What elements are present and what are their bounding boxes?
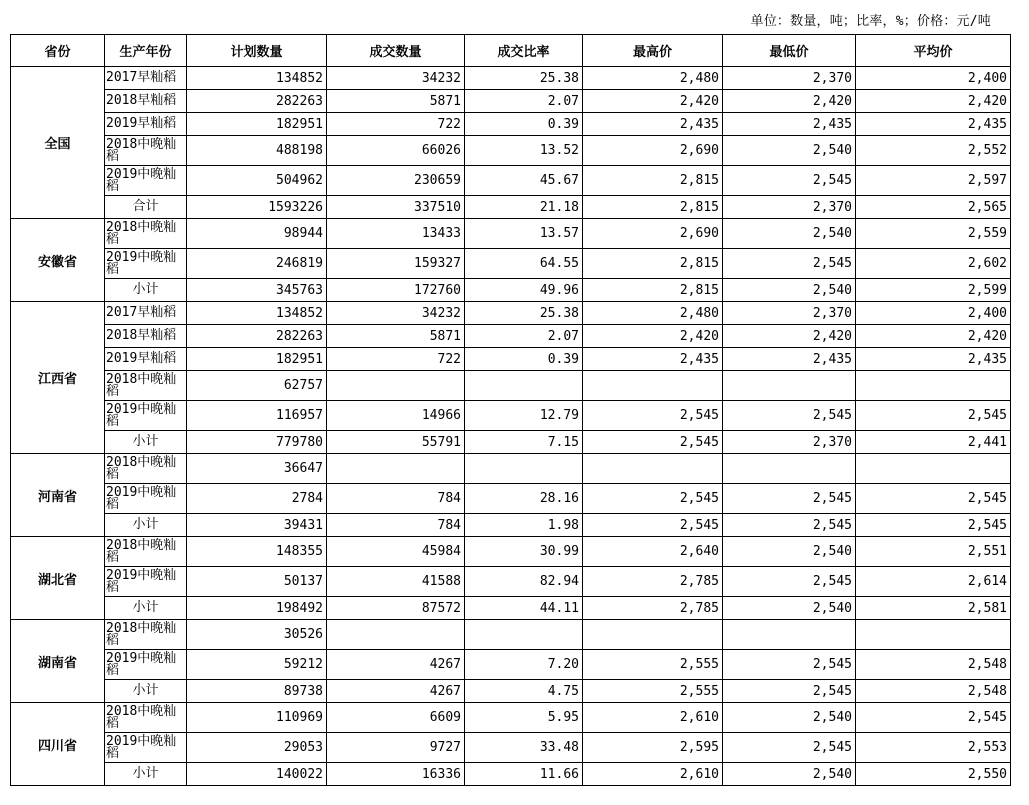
- deal-quantity-cell: 41588: [327, 567, 465, 597]
- avg-price-cell: 2,545: [856, 484, 1011, 514]
- deal-quantity-cell: 13433: [327, 219, 465, 249]
- deal-quantity-cell: 4267: [327, 650, 465, 680]
- table-row: [11, 567, 1011, 597]
- high-price-cell: [583, 454, 723, 484]
- deal-quantity-cell: 34232: [327, 67, 465, 90]
- table-row: [11, 196, 1011, 219]
- deal-ratio-cell: 11.66: [465, 763, 583, 786]
- deal-ratio-cell: 28.16: [465, 484, 583, 514]
- low-price-cell: 2,370: [723, 196, 856, 219]
- province-cell: 湖北省: [11, 537, 105, 620]
- low-price-cell: 2,420: [723, 325, 856, 348]
- deal-ratio-cell: 0.39: [465, 348, 583, 371]
- plan-quantity-cell: 89738: [187, 680, 327, 703]
- deal-quantity-cell: [327, 371, 465, 401]
- high-price-cell: [583, 620, 723, 650]
- header-year: 生产年份: [105, 35, 187, 67]
- deal-ratio-cell: 13.57: [465, 219, 583, 249]
- year-cell: 2019中晚籼稻: [105, 650, 187, 680]
- deal-quantity-cell: 784: [327, 514, 465, 537]
- year-cell: 2018中晚籼稻: [105, 136, 187, 166]
- deal-quantity-cell: 5871: [327, 90, 465, 113]
- deal-ratio-cell: 30.99: [465, 537, 583, 567]
- high-price-cell: 2,545: [583, 484, 723, 514]
- high-price-cell: 2,690: [583, 136, 723, 166]
- table-row: [11, 650, 1011, 680]
- year-cell: 2018早籼稻: [105, 325, 187, 348]
- low-price-cell: 2,545: [723, 401, 856, 431]
- avg-price-cell: 2,435: [856, 348, 1011, 371]
- year-cell: 2019中晚籼稻: [105, 249, 187, 279]
- avg-price-cell: 2,553: [856, 733, 1011, 763]
- deal-ratio-cell: 4.75: [465, 680, 583, 703]
- deal-ratio-cell: 12.79: [465, 401, 583, 431]
- low-price-cell: 2,370: [723, 431, 856, 454]
- plan-quantity-cell: 36647: [187, 454, 327, 484]
- plan-quantity-cell: 282263: [187, 90, 327, 113]
- high-price-cell: 2,420: [583, 90, 723, 113]
- year-cell: 小计: [105, 597, 187, 620]
- header-deal: 成交数量: [327, 35, 465, 67]
- low-price-cell: 2,435: [723, 113, 856, 136]
- deal-ratio-cell: 21.18: [465, 196, 583, 219]
- deal-quantity-cell: 87572: [327, 597, 465, 620]
- plan-quantity-cell: 134852: [187, 67, 327, 90]
- low-price-cell: [723, 371, 856, 401]
- deal-ratio-cell: [465, 371, 583, 401]
- low-price-cell: [723, 620, 856, 650]
- table-row: [11, 302, 1011, 325]
- avg-price-cell: 2,545: [856, 401, 1011, 431]
- table-row: [11, 90, 1011, 113]
- table-row: [11, 249, 1011, 279]
- deal-quantity-cell: 55791: [327, 431, 465, 454]
- low-price-cell: [723, 454, 856, 484]
- plan-quantity-cell: 504962: [187, 166, 327, 196]
- deal-ratio-cell: 7.15: [465, 431, 583, 454]
- high-price-cell: 2,555: [583, 650, 723, 680]
- year-cell: 小计: [105, 279, 187, 302]
- table-row: [11, 484, 1011, 514]
- table-row: [11, 514, 1011, 537]
- plan-quantity-cell: 50137: [187, 567, 327, 597]
- table-row: [11, 401, 1011, 431]
- table-row: [11, 113, 1011, 136]
- avg-price-cell: 2,614: [856, 567, 1011, 597]
- deal-quantity-cell: 6609: [327, 703, 465, 733]
- plan-quantity-cell: 2784: [187, 484, 327, 514]
- low-price-cell: 2,435: [723, 348, 856, 371]
- plan-quantity-cell: 29053: [187, 733, 327, 763]
- table-row: [11, 680, 1011, 703]
- auction-results-table: [10, 34, 1011, 786]
- deal-quantity-cell: 784: [327, 484, 465, 514]
- high-price-cell: 2,595: [583, 733, 723, 763]
- plan-quantity-cell: 148355: [187, 537, 327, 567]
- deal-ratio-cell: 0.39: [465, 113, 583, 136]
- low-price-cell: 2,545: [723, 650, 856, 680]
- unit-note: 单位：数量，吨；比率，%；价格：元/吨: [750, 14, 991, 29]
- year-cell: 2018中晚籼稻: [105, 454, 187, 484]
- high-price-cell: 2,815: [583, 249, 723, 279]
- low-price-cell: 2,545: [723, 249, 856, 279]
- year-cell: 2018中晚籼稻: [105, 371, 187, 401]
- high-price-cell: 2,420: [583, 325, 723, 348]
- year-cell: 2018中晚籼稻: [105, 537, 187, 567]
- table-row: [11, 763, 1011, 786]
- avg-price-cell: [856, 454, 1011, 484]
- table-row: [11, 166, 1011, 196]
- table-row: [11, 431, 1011, 454]
- year-cell: 2017早籼稻: [105, 67, 187, 90]
- deal-quantity-cell: [327, 620, 465, 650]
- table-row: [11, 348, 1011, 371]
- deal-quantity-cell: 66026: [327, 136, 465, 166]
- province-cell: 四川省: [11, 703, 105, 786]
- deal-ratio-cell: 2.07: [465, 90, 583, 113]
- avg-price-cell: 2,548: [856, 650, 1011, 680]
- plan-quantity-cell: 488198: [187, 136, 327, 166]
- low-price-cell: 2,545: [723, 567, 856, 597]
- year-cell: 2019中晚籼稻: [105, 166, 187, 196]
- year-cell: 合计: [105, 196, 187, 219]
- high-price-cell: [583, 371, 723, 401]
- high-price-cell: 2,815: [583, 279, 723, 302]
- table-row: [11, 279, 1011, 302]
- header-high: 最高价: [583, 35, 723, 67]
- avg-price-cell: 2,559: [856, 219, 1011, 249]
- low-price-cell: 2,370: [723, 302, 856, 325]
- avg-price-cell: [856, 620, 1011, 650]
- plan-quantity-cell: 182951: [187, 113, 327, 136]
- deal-quantity-cell: 159327: [327, 249, 465, 279]
- plan-quantity-cell: 62757: [187, 371, 327, 401]
- province-cell: 全国: [11, 67, 105, 219]
- low-price-cell: 2,540: [723, 537, 856, 567]
- plan-quantity-cell: 98944: [187, 219, 327, 249]
- plan-quantity-cell: 246819: [187, 249, 327, 279]
- avg-price-cell: 2,565: [856, 196, 1011, 219]
- avg-price-cell: 2,545: [856, 514, 1011, 537]
- province-cell: 河南省: [11, 454, 105, 537]
- year-cell: 2019中晚籼稻: [105, 567, 187, 597]
- deal-quantity-cell: 14966: [327, 401, 465, 431]
- deal-ratio-cell: [465, 620, 583, 650]
- avg-price-cell: 2,545: [856, 703, 1011, 733]
- low-price-cell: 2,540: [723, 136, 856, 166]
- deal-quantity-cell: 16336: [327, 763, 465, 786]
- high-price-cell: 2,435: [583, 348, 723, 371]
- plan-quantity-cell: 110969: [187, 703, 327, 733]
- header-avg: 平均价: [856, 35, 1011, 67]
- plan-quantity-cell: 779780: [187, 431, 327, 454]
- low-price-cell: 2,545: [723, 680, 856, 703]
- avg-price-cell: 2,599: [856, 279, 1011, 302]
- avg-price-cell: 2,420: [856, 90, 1011, 113]
- avg-price-cell: 2,548: [856, 680, 1011, 703]
- deal-ratio-cell: [465, 454, 583, 484]
- header-plan: 计划数量: [187, 35, 327, 67]
- avg-price-cell: 2,581: [856, 597, 1011, 620]
- deal-ratio-cell: 33.48: [465, 733, 583, 763]
- high-price-cell: 2,435: [583, 113, 723, 136]
- deal-ratio-cell: 5.95: [465, 703, 583, 733]
- avg-price-cell: 2,400: [856, 302, 1011, 325]
- deal-quantity-cell: 34232: [327, 302, 465, 325]
- plan-quantity-cell: 182951: [187, 348, 327, 371]
- deal-ratio-cell: 1.98: [465, 514, 583, 537]
- high-price-cell: 2,545: [583, 401, 723, 431]
- year-cell: 2019中晚籼稻: [105, 401, 187, 431]
- deal-quantity-cell: 722: [327, 113, 465, 136]
- year-cell: 2018早籼稻: [105, 90, 187, 113]
- year-cell: 小计: [105, 763, 187, 786]
- deal-ratio-cell: 49.96: [465, 279, 583, 302]
- deal-quantity-cell: 172760: [327, 279, 465, 302]
- header-ratio: 成交比率: [465, 35, 583, 67]
- deal-quantity-cell: 4267: [327, 680, 465, 703]
- plan-quantity-cell: 282263: [187, 325, 327, 348]
- high-price-cell: 2,785: [583, 597, 723, 620]
- deal-ratio-cell: 25.38: [465, 67, 583, 90]
- high-price-cell: 2,610: [583, 763, 723, 786]
- deal-quantity-cell: 337510: [327, 196, 465, 219]
- low-price-cell: 2,545: [723, 484, 856, 514]
- high-price-cell: 2,815: [583, 196, 723, 219]
- low-price-cell: 2,540: [723, 279, 856, 302]
- table-row: [11, 371, 1011, 401]
- deal-ratio-cell: 25.38: [465, 302, 583, 325]
- deal-ratio-cell: 45.67: [465, 166, 583, 196]
- deal-ratio-cell: 7.20: [465, 650, 583, 680]
- table-row: [11, 703, 1011, 733]
- high-price-cell: 2,785: [583, 567, 723, 597]
- low-price-cell: 2,420: [723, 90, 856, 113]
- low-price-cell: 2,545: [723, 733, 856, 763]
- plan-quantity-cell: 134852: [187, 302, 327, 325]
- avg-price-cell: 2,551: [856, 537, 1011, 567]
- high-price-cell: 2,545: [583, 514, 723, 537]
- deal-quantity-cell: 722: [327, 348, 465, 371]
- plan-quantity-cell: 140022: [187, 763, 327, 786]
- plan-quantity-cell: 198492: [187, 597, 327, 620]
- high-price-cell: 2,815: [583, 166, 723, 196]
- deal-ratio-cell: 13.52: [465, 136, 583, 166]
- deal-quantity-cell: 5871: [327, 325, 465, 348]
- year-cell: 2017早籼稻: [105, 302, 187, 325]
- avg-price-cell: 2,550: [856, 763, 1011, 786]
- table-row: [11, 219, 1011, 249]
- high-price-cell: 2,610: [583, 703, 723, 733]
- avg-price-cell: 2,602: [856, 249, 1011, 279]
- avg-price-cell: 2,420: [856, 325, 1011, 348]
- high-price-cell: 2,545: [583, 431, 723, 454]
- low-price-cell: 2,370: [723, 67, 856, 90]
- province-cell: 湖南省: [11, 620, 105, 703]
- table-row: [11, 67, 1011, 90]
- plan-quantity-cell: 39431: [187, 514, 327, 537]
- province-cell: 江西省: [11, 302, 105, 454]
- low-price-cell: 2,540: [723, 219, 856, 249]
- high-price-cell: 2,480: [583, 302, 723, 325]
- low-price-cell: 2,540: [723, 763, 856, 786]
- table-row: [11, 325, 1011, 348]
- year-cell: 2018中晚籼稻: [105, 620, 187, 650]
- plan-quantity-cell: 345763: [187, 279, 327, 302]
- plan-quantity-cell: 30526: [187, 620, 327, 650]
- avg-price-cell: 2,441: [856, 431, 1011, 454]
- table-row: [11, 733, 1011, 763]
- year-cell: 小计: [105, 680, 187, 703]
- avg-price-cell: 2,435: [856, 113, 1011, 136]
- year-cell: 2018中晚籼稻: [105, 703, 187, 733]
- year-cell: 2019中晚籼稻: [105, 733, 187, 763]
- deal-ratio-cell: 2.07: [465, 325, 583, 348]
- plan-quantity-cell: 1593226: [187, 196, 327, 219]
- low-price-cell: 2,540: [723, 703, 856, 733]
- year-cell: 小计: [105, 431, 187, 454]
- high-price-cell: 2,690: [583, 219, 723, 249]
- year-cell: 2018中晚籼稻: [105, 219, 187, 249]
- table-body: [11, 67, 1011, 786]
- high-price-cell: 2,640: [583, 537, 723, 567]
- deal-quantity-cell: 230659: [327, 166, 465, 196]
- year-cell: 2019早籼稻: [105, 348, 187, 371]
- deal-ratio-cell: 44.11: [465, 597, 583, 620]
- table-row: [11, 597, 1011, 620]
- table-row: [11, 136, 1011, 166]
- table-row: [11, 454, 1011, 484]
- avg-price-cell: 2,597: [856, 166, 1011, 196]
- deal-ratio-cell: 82.94: [465, 567, 583, 597]
- header-low: 最低价: [723, 35, 856, 67]
- plan-quantity-cell: 59212: [187, 650, 327, 680]
- high-price-cell: 2,480: [583, 67, 723, 90]
- low-price-cell: 2,540: [723, 597, 856, 620]
- year-cell: 2019早籼稻: [105, 113, 187, 136]
- plan-quantity-cell: 116957: [187, 401, 327, 431]
- low-price-cell: 2,545: [723, 166, 856, 196]
- year-cell: 小计: [105, 514, 187, 537]
- low-price-cell: 2,545: [723, 514, 856, 537]
- header-province: 省份: [11, 35, 105, 67]
- year-cell: 2019中晚籼稻: [105, 484, 187, 514]
- high-price-cell: 2,555: [583, 680, 723, 703]
- table-row: [11, 537, 1011, 567]
- deal-quantity-cell: 45984: [327, 537, 465, 567]
- table-row: [11, 620, 1011, 650]
- table-header-row: [11, 35, 1011, 67]
- deal-quantity-cell: [327, 454, 465, 484]
- avg-price-cell: [856, 371, 1011, 401]
- deal-ratio-cell: 64.55: [465, 249, 583, 279]
- province-cell: 安徽省: [11, 219, 105, 302]
- avg-price-cell: 2,552: [856, 136, 1011, 166]
- deal-quantity-cell: 9727: [327, 733, 465, 763]
- avg-price-cell: 2,400: [856, 67, 1011, 90]
